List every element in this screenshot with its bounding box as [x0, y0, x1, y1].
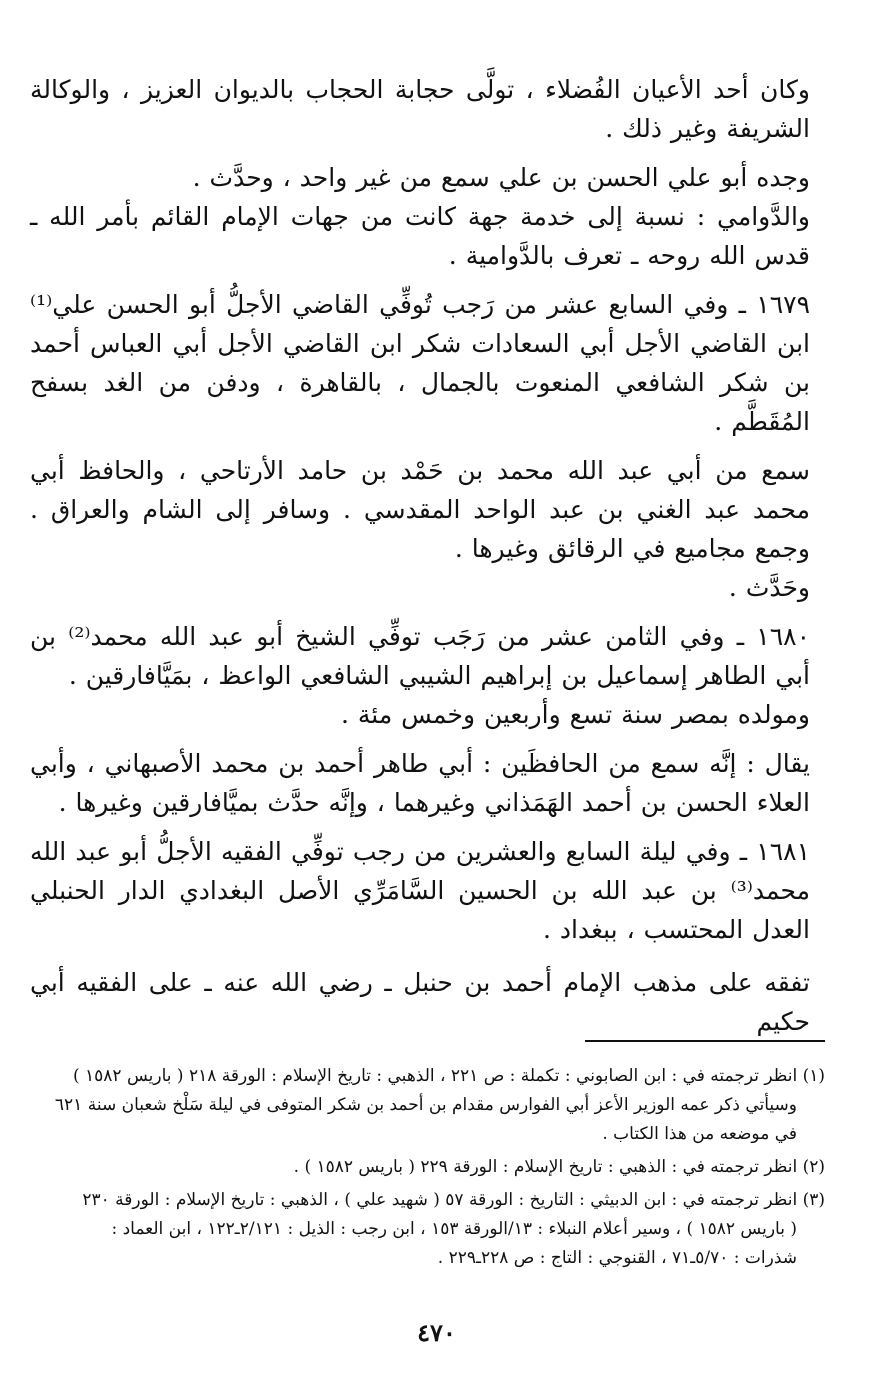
- paragraph-2: وجده أبو علي الحسن بن علي سمع من غير واحد ، وحدَّث .: [192, 163, 810, 192]
- entry-1680: ١٦٨٠ ـ وفي الثامن عشر من رَجَب توفِّي الشيخ أبو عبد الله محمد⁽²⁾ بن أبي الطاهر إسماعيل بن إبراهيم الشيبي الشافعي الواعظ ، بمَيَّافارقين .: [30, 622, 810, 690]
- footnote-1: (١) انظر ترجمته في : ابن الصابوني : تكملة : ص ٢٢١ ، الذهبي : تاريخ الإسلام : الورقة ٢١٨ ( باريس ١٥٨٢ ): [72, 1066, 825, 1086]
- footnote-3: (٣) انظر ترجمته في : ابن الدبيثي : التاريخ : الورقة ٥٧ ( شهيد علي ) ، الذهبي : تاريخ الإسلام : الورقة ٢٣٠: [82, 1190, 825, 1210]
- main-text: [30, 70, 810, 1041]
- paragraph-8: ومولده بمصر سنة تسع وأربعين وخمس مئة .: [340, 700, 810, 729]
- footnotes: [35, 1062, 825, 1273]
- paragraph-3: والدَّوامي : نسبة إلى خدمة جهة كانت من جهات الإمام القائم بأمر الله ـ قدس الله روحه ـ تعرف بالدَّوامية .: [30, 202, 810, 270]
- paragraph-9: يقال : إنَّه سمع من الحافظَين : أبي طاهر أحمد بن محمد الأصبهاني ، وأبي العلاء الحسن بن أحمد الهَمَذاني وغيرهما ، وإنَّه حدَّث بميَّافارقين وغيرها .: [30, 749, 810, 817]
- footnote-1-continued: وسيأتي ذكر عمه الوزير الأعز أبي الفوارس مقدام بن أحمد بن شكر المتوفى في ليلة سَلْخ شعبان سنة ٦٢١ في موضعه من هذا الكتاب .: [54, 1095, 797, 1144]
- paragraph-1: وكان أحد الأعيان الفُضلاء ، تولَّى حجابة الحجاب بالديوان العزيز ، والوكالة الشريفة وغير ذلك .: [30, 75, 810, 143]
- entry-1681: ١٦٨١ ـ وفي ليلة السابع والعشرين من رجب توفِّي الفقيه الأجلُّ أبو عبد الله محمد⁽³⁾ بن عبد الله بن الحسين السَّامَرِّي الأصل البغدادي الدار الحنبلي العدل المحتسب ، ببغداد .: [30, 837, 810, 944]
- paragraph-6: وحَدَّث .: [728, 573, 810, 602]
- paragraph-11: تفقه على مذهب الإمام أحمد بن حنبل ـ رضي الله عنه ـ على الفقيه أبي حكيم: [30, 968, 810, 1036]
- footnote-3-line-3: شذرات : ٥/٧٠ـ٧١ ، القنوجي : التاج : ص ٢٢٨ـ٢٢٩ .: [437, 1248, 797, 1268]
- entry-1679: ١٦٧٩ ـ وفي السابع عشر من رَجب تُوفِّي القاضي الأجلُّ أبو الحسن علي⁽¹⁾ ابن القاضي الأجل أبي السعادات شكر ابن القاضي الأجل أبي العباس أحمد بن شكر الشافعي المنعوت بالجمال ، بالقاهرة ، ودفن من الغد بسفح المُقَطَّم .: [30, 290, 810, 436]
- page-number: ٤٧٠: [417, 1318, 456, 1347]
- footnote-3-line-2: ( باريس ١٥٨٢ ) ، وسير أعلام النبلاء : ١٣/الورقة ١٥٣ ، ابن رجب : الذيل : ٢/١٢١ـ١٢٢ ، ابن العماد :: [111, 1219, 797, 1239]
- paragraph-5: سمع من أبي عبد الله محمد بن حَمْد بن حامد الأرتاحي ، والحافظ أبي محمد عبد الغني بن عبد الواحد المقدسي . وسافر إلى الشام والعراق . وجمع مجاميع في الرقائق وغيرها .: [30, 456, 810, 563]
- footnote-2: (٢) انظر ترجمته في : الذهبي : تاريخ الإسلام : الورقة ٢٢٩ ( باريس ١٥٨٢ ) .: [293, 1157, 825, 1177]
